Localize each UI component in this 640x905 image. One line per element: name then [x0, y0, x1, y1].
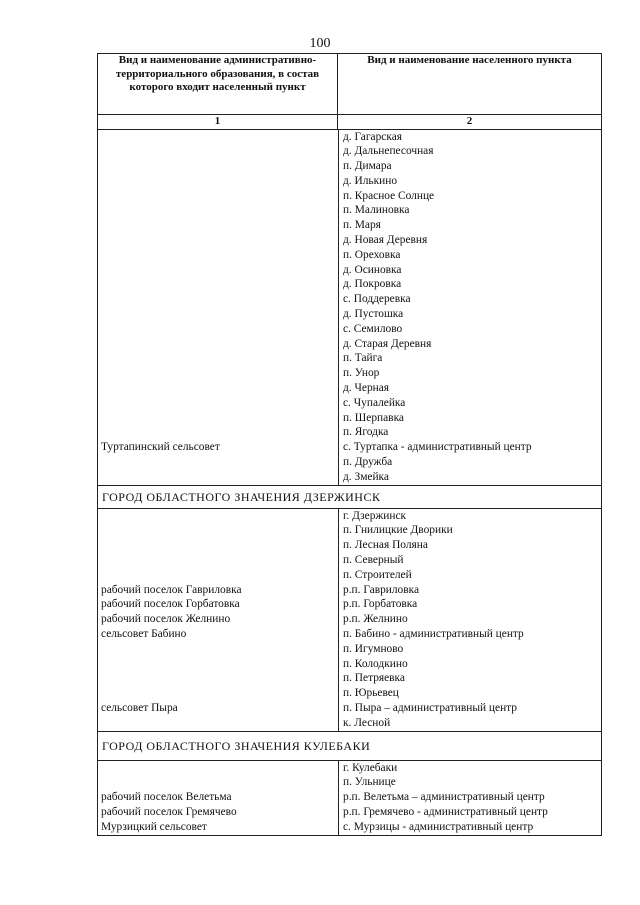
column-number-1: 1 [98, 115, 338, 130]
settlement-cell: к. Лесной [343, 716, 391, 729]
table-row [98, 218, 601, 233]
section-row-dzerzhinsk [98, 485, 602, 508]
table-row [98, 568, 601, 583]
block2-list [98, 509, 601, 731]
settlement-cell: п. Колодкино [343, 657, 408, 670]
settlement-cell: д. Дальнепесочная [343, 145, 434, 158]
settlement-cell: с. Поддеревка [343, 293, 411, 306]
table-row [98, 189, 601, 204]
column-number-row [98, 115, 602, 130]
column-number-2: 2 [338, 115, 602, 130]
admin-unit-cell: рабочий поселок Гремячево [101, 805, 237, 818]
settlement-cell: р.п. Горбатовка [343, 598, 418, 611]
settlement-cell: п. Красное Солнце [343, 189, 435, 202]
settlement-cell: д. Покровка [343, 278, 402, 291]
admin-unit-cell [98, 411, 338, 426]
table-row [98, 248, 601, 263]
settlement-cell: д. Гагарская [343, 130, 402, 143]
admin-unit-cell [98, 455, 338, 470]
header-col2: Вид и наименование населенного пункта [338, 54, 602, 115]
table-row [98, 716, 601, 731]
settlement-cell: д. Илькино [343, 174, 398, 187]
header-col1: Вид и наименование административно-территориального образования, в состав которого входит населенный пункт [98, 54, 338, 115]
table-row [98, 144, 601, 159]
admin-unit-cell [98, 159, 338, 174]
admin-unit-cell [98, 248, 338, 263]
settlement-cell: п. Юрьевец [343, 687, 399, 700]
table-row [98, 775, 601, 790]
table-row [98, 597, 601, 612]
table-row [98, 351, 601, 366]
settlement-cell: с. Туртапка - административный центр [343, 441, 532, 454]
table-row [98, 263, 601, 278]
settlement-cell: п. Тайга [343, 352, 383, 365]
admin-unit-cell [98, 233, 338, 248]
admin-unit-cell [98, 657, 338, 672]
settlement-cell: п. Строителей [343, 568, 412, 581]
settlement-cell: п. Бабино - административный центр [343, 628, 524, 640]
admin-unit-cell [98, 425, 338, 440]
settlement-cell: п. Унор [343, 367, 380, 380]
admin-unit-cell [98, 686, 338, 701]
section-title-kulebaki: ГОРОД ОБЛАСТНОГО ЗНАЧЕНИЯ КУЛЕБАКИ [98, 731, 602, 760]
table-row [98, 277, 601, 292]
admin-unit-cell [98, 538, 338, 553]
admin-unit-cell [98, 523, 338, 538]
settlement-cell: г. Дзержинск [343, 509, 407, 522]
table-row [98, 337, 601, 352]
settlement-cell: г. Кулебаки [343, 761, 398, 774]
table-row [98, 820, 601, 835]
admin-unit-cell: рабочий поселок Желнино [101, 613, 231, 626]
admin-unit-cell: Мурзицкий сельсовет [101, 820, 207, 833]
block1-list [98, 130, 601, 485]
settlement-cell: п. Северный [343, 554, 404, 567]
block3-list [98, 761, 601, 835]
table-row [98, 701, 601, 716]
admin-unit-cell [98, 509, 338, 524]
settlement-cell: д. Старая Деревня [343, 337, 432, 350]
admin-unit-cell [98, 761, 338, 776]
admin-unit-cell: сельсовет Пыра [101, 701, 178, 714]
admin-unit-cell [98, 396, 338, 411]
admin-unit-cell [98, 671, 338, 686]
table-row [98, 130, 601, 145]
settlement-cell: п. Ульнице [343, 776, 396, 789]
table-row [98, 292, 601, 307]
admin-unit-cell [98, 351, 338, 366]
table-row [98, 553, 601, 568]
table-row [98, 411, 601, 426]
admin-unit-cell [98, 292, 338, 307]
admin-unit-cell: рабочий поселок Горбатовка [101, 598, 240, 611]
settlement-cell: с. Мурзицы - административный центр [343, 820, 534, 833]
settlement-cell: п. Ягодка [343, 426, 389, 439]
settlement-cell: д. Черная [343, 382, 390, 395]
settlement-cell: п. Ореховка [343, 248, 401, 261]
settlement-cell: д. Змейка [343, 470, 389, 483]
admin-unit-cell: рабочий поселок Гавриловка [101, 583, 242, 596]
table-row [98, 612, 601, 627]
table-row [98, 642, 601, 657]
table-row [98, 396, 601, 411]
settlement-cell: д. Осиновка [343, 263, 402, 276]
settlement-cell: п. Малиновка [343, 204, 410, 217]
admin-unit-cell [98, 716, 338, 731]
settlement-cell: д. Новая Деревня [343, 234, 428, 247]
admin-unit-cell [98, 174, 338, 189]
admin-unit-cell [98, 553, 338, 568]
table-row [98, 523, 601, 538]
admin-unit-cell [98, 144, 338, 159]
table-row [98, 470, 601, 485]
block-rows-3 [98, 760, 602, 835]
table-row [98, 425, 601, 440]
settlement-cell: п. Игумново [343, 642, 404, 655]
table-row [98, 790, 601, 805]
admin-unit-cell [98, 263, 338, 278]
page-number: 100 [309, 36, 331, 51]
section-row-kulebaki [98, 731, 602, 760]
block-rows-1 [98, 129, 602, 485]
settlement-cell: п. Дружба [343, 456, 393, 469]
table-row [98, 686, 601, 701]
settlement-cell: п. Гнилицкие Дворики [343, 524, 453, 537]
table-row [98, 174, 601, 189]
settlements-table [97, 53, 602, 836]
admin-unit-cell: рабочий поселок Велетьма [101, 791, 232, 804]
admin-unit-cell [98, 322, 338, 337]
settlement-cell: с. Семилово [343, 322, 403, 335]
settlement-cell: п. Маря [343, 219, 381, 232]
admin-unit-cell [98, 203, 338, 218]
table-row [98, 538, 601, 553]
admin-unit-cell [98, 130, 338, 145]
admin-unit-cell: сельсовет Бабино [101, 628, 187, 640]
table-row [98, 671, 601, 686]
table-row [98, 805, 601, 820]
settlement-cell: п. Димара [343, 160, 392, 173]
admin-unit-cell [98, 366, 338, 381]
table-row [98, 322, 601, 337]
settlement-cell: п. Пыра – административный центр [343, 701, 517, 714]
table-row [98, 381, 601, 396]
admin-unit-cell [98, 381, 338, 396]
table-row [98, 159, 601, 174]
table-row [98, 657, 601, 672]
admin-unit-cell [98, 218, 338, 233]
admin-unit-cell [98, 277, 338, 292]
admin-unit-cell [98, 775, 338, 790]
table-row [98, 440, 601, 455]
settlement-cell: р.п. Гавриловка [343, 583, 420, 596]
settlement-cell: п. Шерпавка [343, 411, 404, 424]
settlement-cell: д. Пустошка [343, 308, 404, 321]
table-row [98, 366, 601, 381]
settlement-cell: п. Лесная Поляна [343, 539, 428, 552]
table-row [98, 307, 601, 322]
table-row [98, 233, 601, 248]
table-header-row [98, 54, 602, 115]
settlement-cell: п. Петряевка [343, 672, 405, 685]
admin-unit-cell: Туртапинский сельсовет [101, 441, 220, 454]
settlement-cell: р.п. Гремячево - административный центр [343, 805, 548, 818]
table-row [98, 509, 601, 524]
section-title-dzerzhinsk: ГОРОД ОБЛАСТНОГО ЗНАЧЕНИЯ ДЗЕРЖИНСК [98, 485, 602, 508]
admin-unit-cell [98, 307, 338, 322]
table-row [98, 455, 601, 470]
settlement-cell: р.п. Желнино [343, 613, 408, 626]
settlement-cell: с. Чупалейка [343, 396, 406, 409]
admin-unit-cell [98, 470, 338, 485]
admin-unit-cell [98, 337, 338, 352]
admin-unit-cell [98, 189, 338, 204]
table-row [98, 627, 601, 642]
admin-unit-cell [98, 642, 338, 657]
block-rows-2 [98, 508, 602, 731]
table-row [98, 583, 601, 598]
table-row [98, 761, 601, 776]
settlement-cell: р.п. Велетьма – административный центр [343, 791, 545, 804]
admin-unit-cell [98, 568, 338, 583]
table-row [98, 203, 601, 218]
